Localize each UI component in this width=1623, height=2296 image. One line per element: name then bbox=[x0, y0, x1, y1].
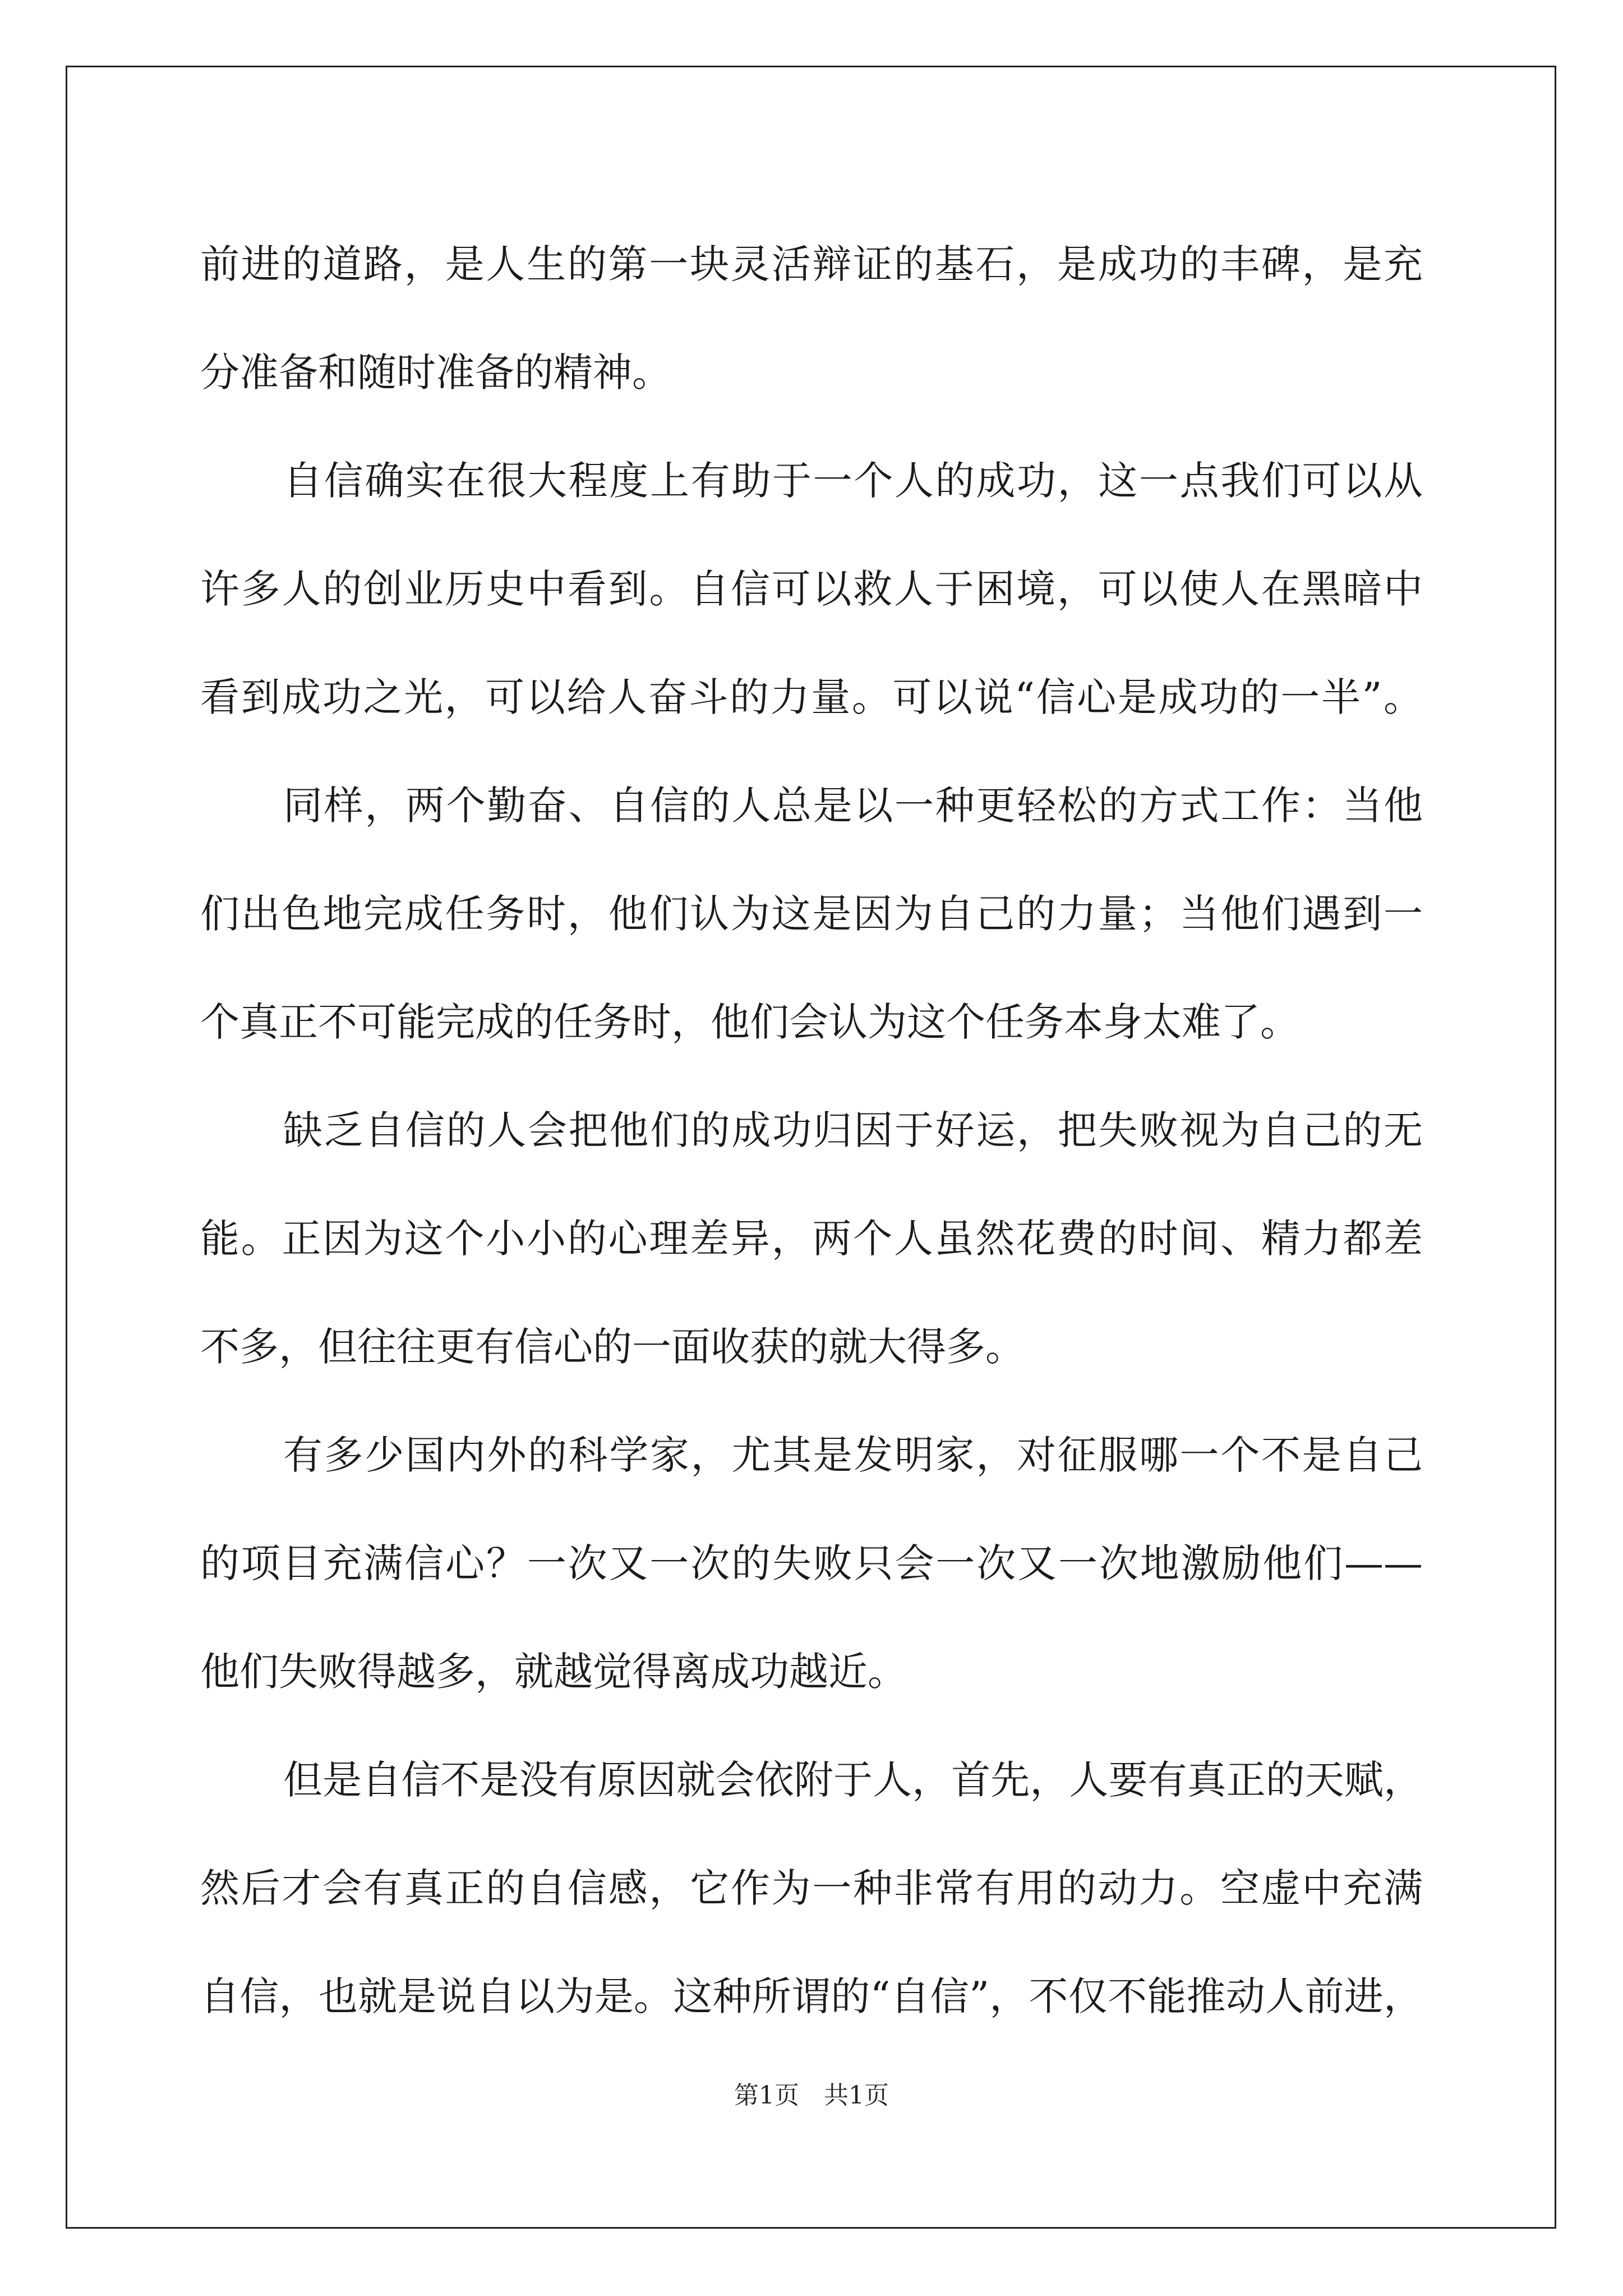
document-body bbox=[200, 210, 1423, 2051]
paragraph-first-line: 缺乏自信的人会把他们的成功归因于好运，把失败视为自己的无 bbox=[283, 1107, 1423, 1153]
text-line: 看到成功之光，可以给人奋斗的力量。可以说“信心是成功的一半”。 bbox=[200, 674, 1423, 720]
page-footer bbox=[0, 2079, 1623, 2113]
paragraph-first-line: 自信确实在很大程度上有助于一个人的成功，这一点我们可以从 bbox=[283, 458, 1423, 504]
text-line: 然后才会有真正的自信感，它作为一种非常有用的动力。空虚中充满 bbox=[200, 1865, 1423, 1911]
page-number: 第1页 bbox=[734, 2081, 799, 2110]
text-line: 前进的道路，是人生的第一块灵活辩证的基石，是成功的丰碑，是充 bbox=[200, 241, 1423, 287]
text-line: 的项目充满信心？一次又一次的失败只会一次又一次地激励他们—— bbox=[200, 1540, 1423, 1586]
page-total: 共1页 bbox=[824, 2081, 889, 2110]
paragraph-first-line: 但是自信不是没有原因就会依附于人，首先，人要有真正的天赋， bbox=[283, 1757, 1423, 1803]
text-line: 们出色地完成任务时，他们认为这是因为自己的力量；当他们遇到一 bbox=[200, 891, 1423, 937]
text-line: 许多人的创业历史中看到。自信可以救人于困境，可以使人在黑暗中 bbox=[200, 566, 1423, 612]
text-line: 他们失败得越多，就越觉得离成功越近。 bbox=[200, 1649, 907, 1695]
text-line: 个真正不可能完成的任务时，他们会认为这个任务本身太难了。 bbox=[200, 999, 1299, 1045]
text-line: 不多，但往往更有信心的一面收获的就大得多。 bbox=[200, 1324, 1025, 1370]
paragraph-first-line: 同样，两个勤奋、自信的人总是以一种更轻松的方式工作：当他 bbox=[283, 783, 1423, 829]
text-line: 分准备和随时准备的精神。 bbox=[200, 349, 671, 395]
text-line: 能。正因为这个小小的心理差异，两个人虽然花费的时间、精力都差 bbox=[200, 1216, 1423, 1262]
text-line: 自信，也就是说自以为是。这种所谓的“自信”，不仅不能推动人前进， bbox=[200, 1973, 1423, 2019]
paragraph-first-line: 有多少国内外的科学家，尤其是发明家，对征服哪一个不是自己 bbox=[283, 1432, 1423, 1478]
